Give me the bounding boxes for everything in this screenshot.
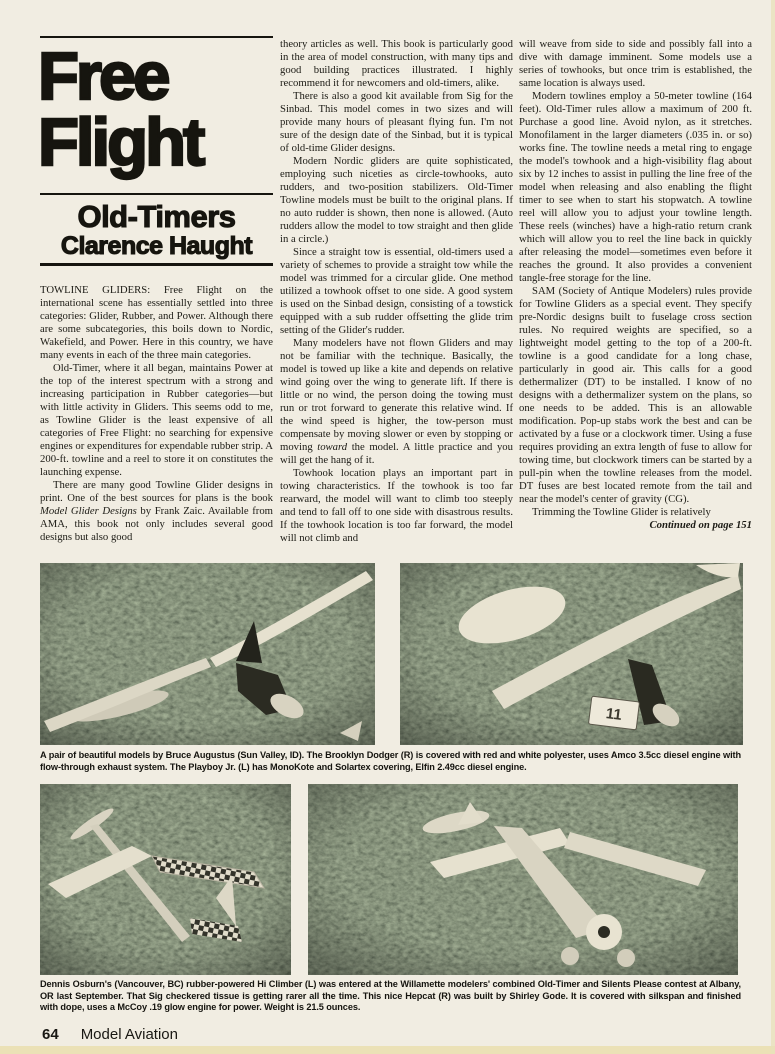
masthead-rule-top [40,36,273,38]
article-paragraph: theory articles as well. This book is particularly good in the area of model construction, with many tips and good building practices illustrated. I highly recommend it for newcomers and old-timers, alike. [280,38,513,89]
article-paragraph: There are many good Towline Glider designs in print. One of the best sources for plans is the book Model Glider Designs by Frank Zaic. Available from AMA, this book not only includes several good designs but also good [40,479,273,543]
magazine-title: Model Aviation [80,1026,178,1043]
contest-tag [588,696,639,730]
article-paragraph: Since a straight tow is essential, old-timers used a variety of schemes to provide a straight tow while the model was trimmed for a circular glide. One method utilized a towhook offset to one side. A good system is used on the Sinbad design, consisting of a towstick equipped with a sub rudder offsetting the glide trim setting of the Glider's rudder. [280,246,513,336]
author-name: Clarence Haught [60,232,253,260]
photo-playboy-jr-glider [40,563,375,745]
photo-hi-climber [40,784,291,975]
contest-tag-number: 11 [604,705,623,724]
masthead-rule-middle [40,193,273,195]
article-paragraph: Modern Nordic gliders are quite sophisticated, employing such niceties as circle-towhooks, auto rudders, and two-position stabilizers. Old-Timer Towline models must be built to the original plans. If no auto rudder is shown, then none is allowed. (Auto rudders allow the model to tow straight and then glide in a circle.) [280,155,513,245]
article-paragraph: Towhook location plays an important part in towing characteristics. If the towhook is too far rearward, the model will want to climb too steeply and tend to fall off to one side with disastrous results. If the towhook location is too far forward, the model will not climb and [280,467,513,544]
photo-hepcat [308,784,738,975]
article-paragraph: Trimming the Towline Glider is relatively [532,506,711,518]
article-column-3 [519,38,752,532]
photo-row1-caption: A pair of beautiful models by Bruce Augustus (Sun Valley, ID). The Brooklyn Dodger (R) is covered with red and white polyester, uses Amco 3.5cc diesel engine with flow-through exhaust system. The Playboy Jr. (L) has MonoKote and Solartex covering, Elfin 2.49cc diesel engine. [40,750,741,772]
masthead-rule-bottom [40,263,273,266]
article-paragraph: Modern towlines employ a 50-meter towline (164 feet). Old-Timer rules allow a maximum of 200 ft. Purchase a good line. Avoid nylon, as it stretches. Monofilament in the larger diameters (.035 in. or so) works fine. The towline needs a metal ring to engage the model's towhook and a high-visibility flag about six by 12 inches to assist in pulling the line free of the model when releasing and also enabling the flight timer to see when to start his stopwatch. A towline reel will allow you to adjust your towline length. These reels (winches) have a high-ratio return crank which will allow you to reel the line back in quickly after releasing the model—sometimes even before it reaches the ground. It also provides a convenient tangle-free storage for the line. [519,90,752,284]
page-number: 64 [42,1026,59,1043]
article-paragraph: Old-Timer, where it all began, maintains Power at the top of the interest spectrum with a strong and increasing participation in Rubber categories—but with little activity in Gliders. This seems odd to me, as Towline Glider is the least expensive of all categories of Free Flight: no searching for expensive engines or expenditures for expendable rubber strip. A 200-ft. towline and a reel to store it on constitutes the launching expense. [40,362,273,478]
article-paragraph: Many modelers have not flown Gliders and may not be familiar with the technique. Basically, the model is towed up like a kite and depends on relative wind going over the wing to generate lift. If there is little or no wind, the person doing the towing must run or trot forward to generate this relative wind. If the wind speed is higher, the tow-person must compensate by moving slower or even by stopping or moving toward the model. A little practice and you will get the hang of it. [280,337,513,466]
scan-edge-bottom [0,1046,775,1054]
article-paragraph: TOWLINE GLIDERS: Free Flight on the international scene has essentially settled into three categories: Glider, Rubber, and Power. Although there are some subcategories, this boils down to Nordic, Wakefield, and Power. Here in this country, we have many events in each of the three main categories. [40,284,273,361]
photo-vignette [308,784,738,975]
article-paragraph: will weave from side to side and possibly fall into a dive with damage imminent. Some models use a series of towhooks, but once trim is established, the same location is always used. [519,38,752,89]
column-subtitle: Old-Timers [77,199,236,234]
article-paragraph: SAM (Society of Antique Modelers) rules provide for Towline Gliders as a special event. They specify pre-Nordic designs built to fuselage cross section rules. No required weights are specified, so a lightweight model getting to the top of a 200-ft. towline is a good candidate for a long chase, particularly in good air. This calls for a good dethermalizer (DT) to be installed. I know of no designs with a dethermalizer system on the plans, so one needs to be added. This is an allowable modification. Pop-up stabs work the best and can be activated by a fuse or a clockwork timer. Using a fuse requires providing an extra length of fuse to allow for towing time, but clockwork timers can be started by a pull-pin when the towline releases from the model. DT fuses are best located remote from the tail and near the model's center of gravity (CG). [519,285,752,505]
article-paragraph: Continued on page 151 [649,519,752,531]
column-title-line2: Flight [38,105,203,180]
article-paragraph: There is also a good kit available from Sig for the Sinbad. This model comes in two sizes and will provide many hours of pleasant flying fun. I'm not sure of the design date of the Sinbad, but it is typical of old-time Glider designs. [280,90,513,154]
article-column-1 [40,284,273,544]
page-footer [42,1026,178,1043]
photo-brooklyn-dodger-glider [400,563,743,745]
article-column-2 [280,38,513,545]
photo-row2-caption: Dennis Osburn's (Vancouver, BC) rubber-powered Hi Climber (L) was entered at the Willamette modelers' combined Old-Timer and Silents Please contest at Albany, OR last September. That Sig checkered tissue is getting rarer all the time. This nice Hepcat (R) was built by Shirley Gode. It is covered with silkspan and finished with dope, uses a McCoy .19 glow engine for power. Weight is 21.5 ounces. [40,979,741,1012]
column-title-line1: Free [38,39,168,114]
column-title [38,39,273,180]
scan-edge-right [771,0,775,1054]
